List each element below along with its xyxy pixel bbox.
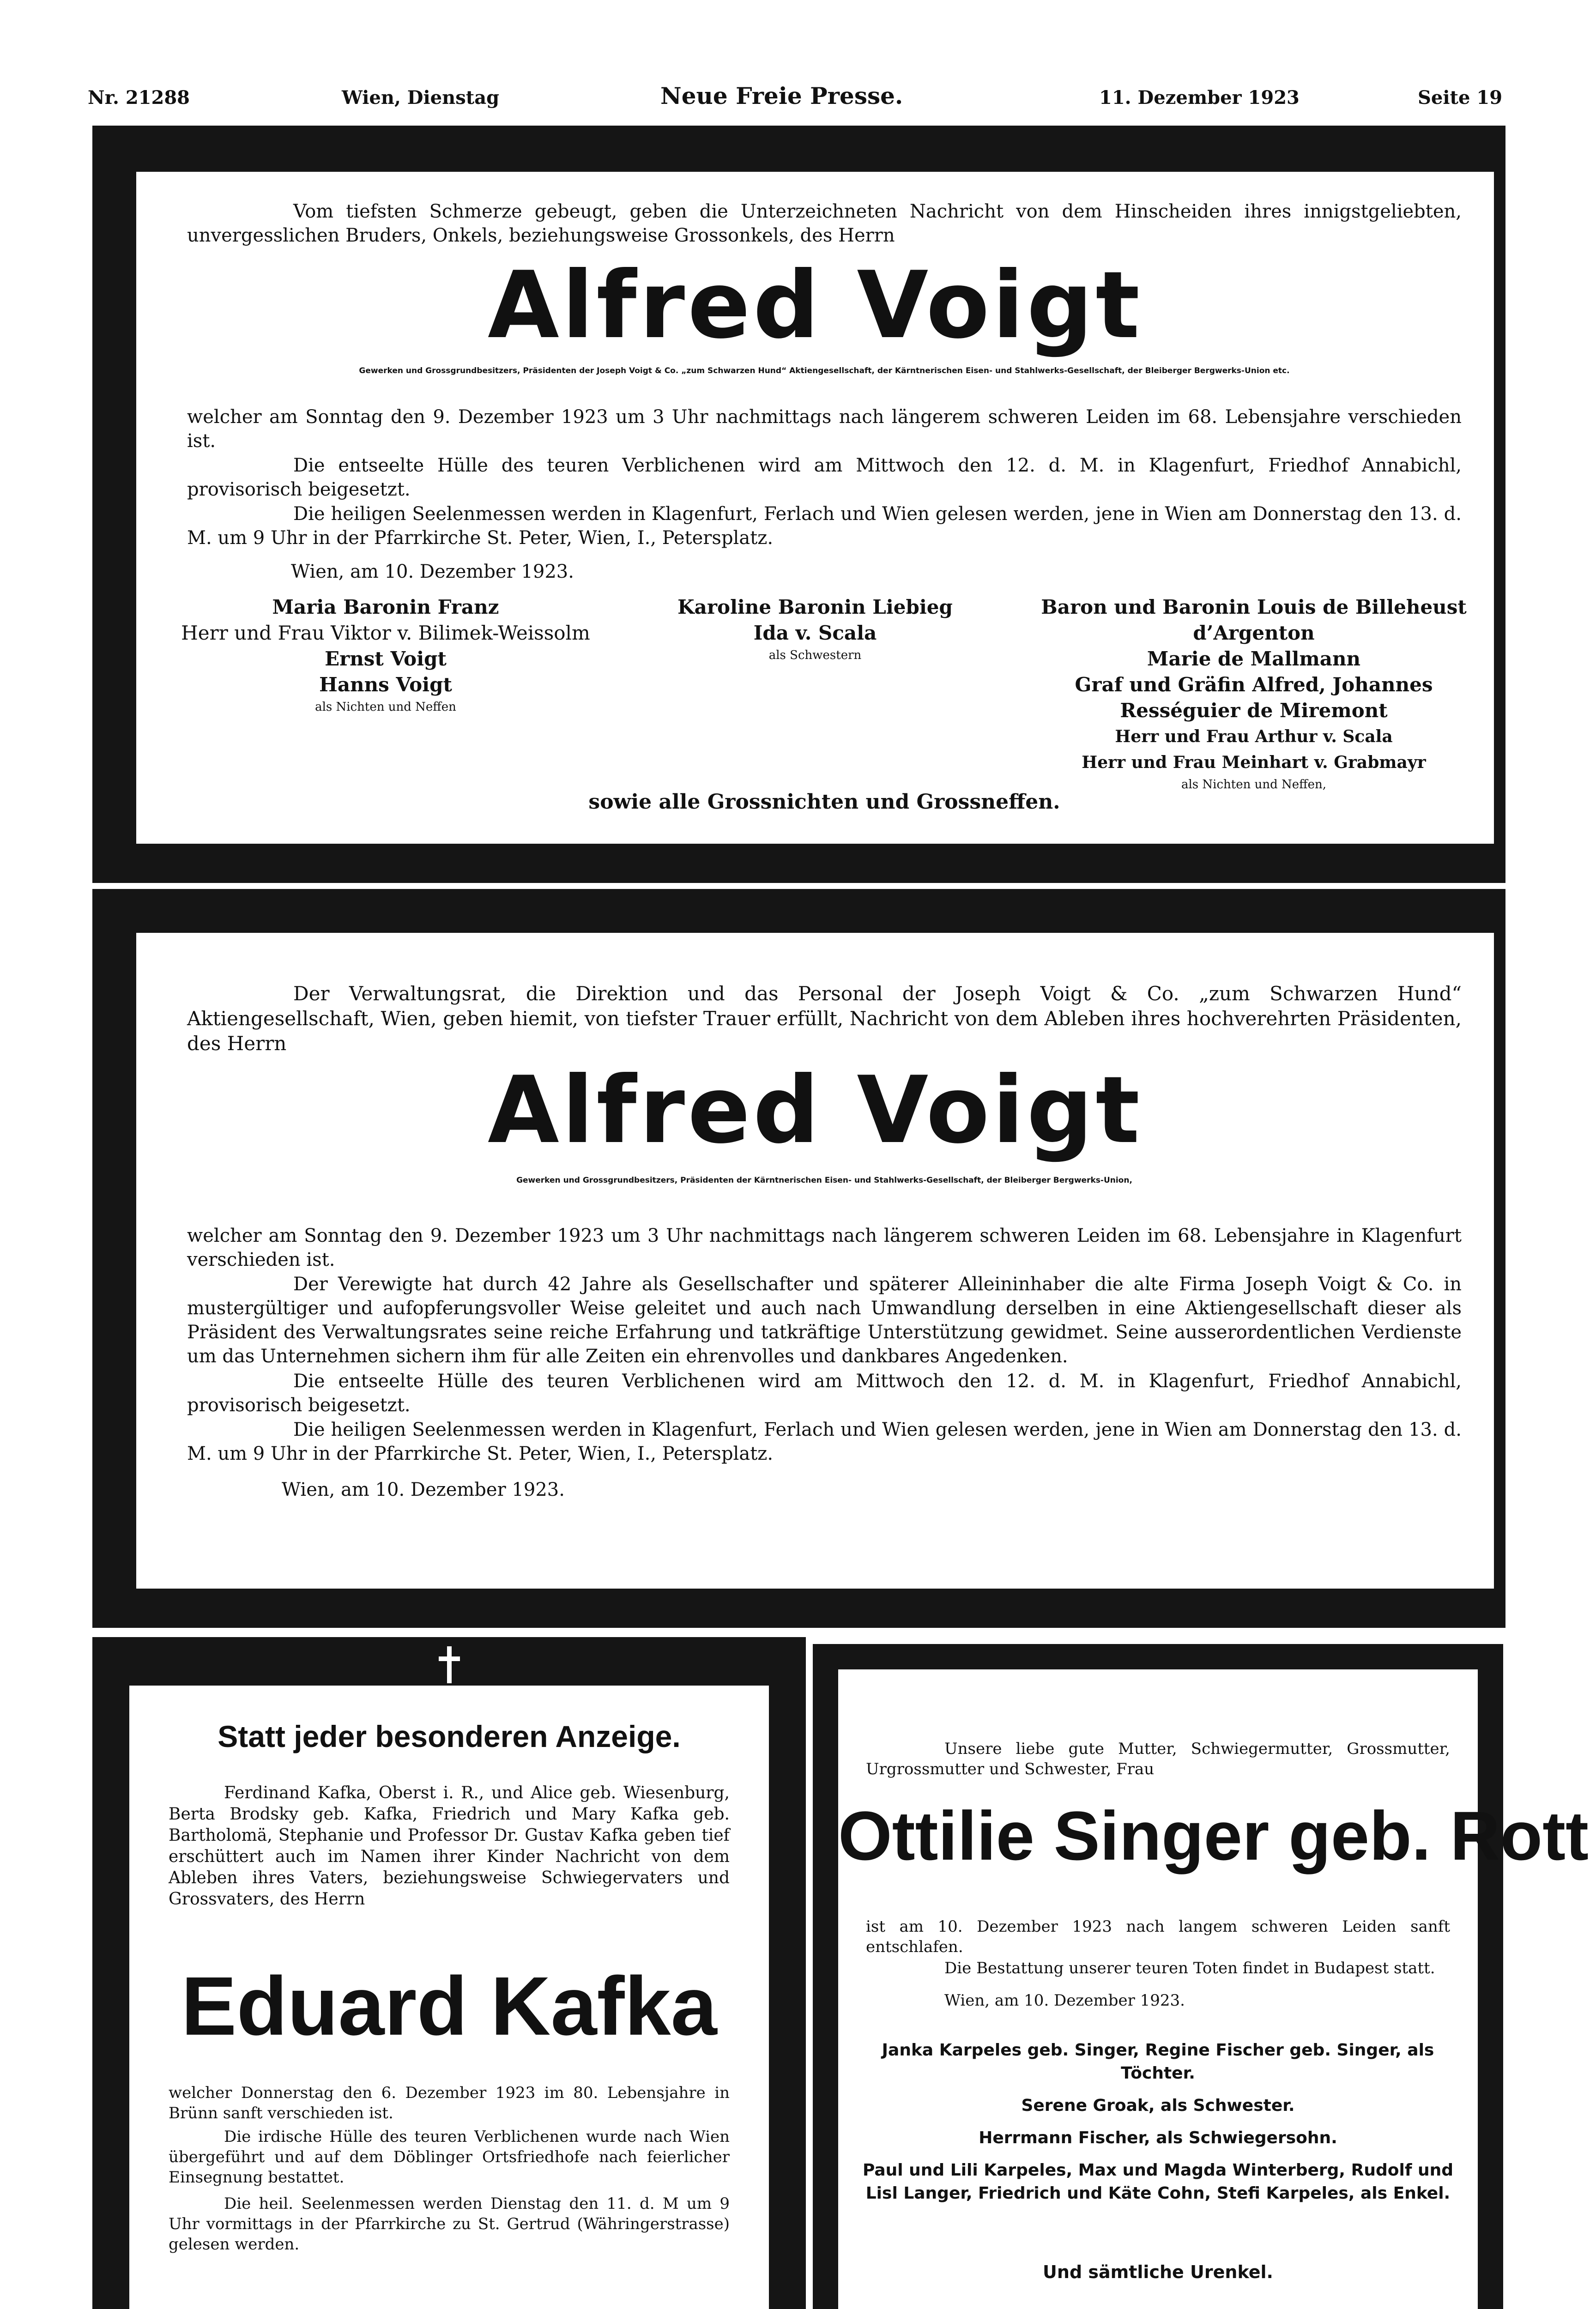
obituary-2-text-2: Der Verewigte hat durch 42 Jahre als Gesellschafter und späterer Alleininhaber die alte Firma Joseph Voigt & Co. in mustergültiger und aufopferungsvoller Weise geleitet und auch nach Umwandlung derselben in eine Aktiengesellschaft dieser als Präsident des Verwaltungsrates seine reiche Erfahrung und tatkräftige Unterstützung gewidmet. Seine ausserordentlichen Verdienste um das Unternehmen sichern ihm für alle Zeiten ein ehrenvolles und dankbares Angedenken. xyxy=(187,1274,1462,1367)
obituary-3-name: Eduard Kafka xyxy=(181,1960,717,2053)
obituary-2-titles: Gewerken und Grossgrundbesitzers, Präsidenten der Kärntnerischen Eisen- und Stahlwerks-Gesellschaft, der Bleiberger Bergwerks-Union, xyxy=(516,1176,1132,1185)
obituary-1-name: Alfred Voigt xyxy=(488,252,1143,359)
obituary-1-signers-left: Maria Baronin Franz Herr und Frau Viktor v. Bilimek-Weissolm Ernst Voigt Hanns Voigt als Nichten und Neffen xyxy=(181,596,590,714)
page-header xyxy=(88,82,1519,115)
obituary-2 xyxy=(136,933,1494,1589)
obituary-3-text-1: welcher Donnerstag den 6. Dezember 1923 im 80. Lebensjahre in Brünn sanft verschieden ist. xyxy=(169,2084,730,2122)
obituary-1 xyxy=(136,172,1494,844)
obituary-1-intro: Vom tiefsten Schmerze gebeugt, geben die Unterzeichneten Nachricht von dem Hinscheiden ihres innigstgeliebten, unvergesslichen Bruders, Onkels, beziehungsweise Grossonkels, des Herrn xyxy=(187,201,1462,246)
obituary-4-signer-5: Und sämtliche Urenkel. xyxy=(1043,2262,1273,2282)
obituary-3-heading: Statt jeder besonderen Anzeige. xyxy=(218,1719,681,1753)
obituary-3-text-3: Die heil. Seelenmessen werden Dienstag den 11. d. M um 9 Uhr vormittags in der Pfarrkirche zu St. Gertrud (Währingerstrasse) gelesen werden. xyxy=(169,2194,730,2254)
newspaper-title: Neue Freie Presse. xyxy=(660,82,903,109)
obituary-3-text-2: Die irdische Hülle des teuren Verblichenen wurde nach Wien übergeführt und auf dem Döblinger Ortsfriedhofe nach feierlicher Einsegnung bestattet. xyxy=(169,2128,730,2187)
obituary-1-signers-middle: Karoline Baronin Liebieg Ida v. Scala als Schwestern xyxy=(677,596,953,662)
issue-date: 11. Dezember 1923 xyxy=(1099,87,1300,109)
obituary-4 xyxy=(838,1669,1589,2309)
obituary-4-intro: Unsere liebe gute Mutter, Schwiegermutter, Grossmutter, Urgrossmutter und Schwester, Frau xyxy=(866,1740,1450,1778)
issue-number: Nr. 21288 xyxy=(88,87,190,109)
obituary-2-text-1: welcher am Sonntag den 9. Dezember 1923 um 3 Uhr nachmittags nach längerem schweren Leiden im 68. Lebensjahre in Klagenfurt verschieden ist. xyxy=(187,1225,1462,1270)
obituary-4-signer-2: Serene Groak, als Schwester. xyxy=(1021,2096,1295,2115)
obituary-1-titles: Gewerken und Grossgrundbesitzers, Präsidenten der Joseph Voigt & Co. „zum Schwarzen Hund“ Aktiengesellschaft, der Kärntnerischen Eisen- und Stahlwerks-Gesellschaft, der Bleiberger Bergwerks-Union etc. xyxy=(359,366,1290,375)
obituary-1-date: Wien, am 10. Dezember 1923. xyxy=(291,561,574,582)
obituary-2-date: Wien, am 10. Dezember 1923. xyxy=(282,1479,565,1500)
obituary-1-closing: sowie alle Grossnichten und Grossneffen. xyxy=(588,790,1060,814)
obituary-4-signer-3: Herrmann Fischer, als Schwiegersohn. xyxy=(979,2128,1337,2147)
cross-icon xyxy=(435,1644,463,1686)
page-number: Seite 19 xyxy=(1418,87,1503,109)
obituary-2-text-3: Die entseelte Hülle des teuren Verblichenen wird am Mittwoch den 12. d. M. in Klagenfurt, Friedhof Annabichl, provisorisch beigesetzt. xyxy=(187,1371,1462,1416)
obituary-3 xyxy=(129,1686,769,2309)
obituary-2-text-4: Die heiligen Seelenmessen werden in Klagenfurt, Ferlach und Wien gelesen werden, jene in Wien am Donnerstag den 13. d. M. um 9 Uhr in der Pfarrkirche St. Peter, Wien, I., Petersplatz. xyxy=(187,1419,1462,1464)
place-day: Wien, Dienstag xyxy=(342,87,500,109)
obituary-4-date: Wien, am 10. Dezember 1923. xyxy=(944,1991,1185,2010)
obituary-1-signers-right: Baron und Baronin Louis de Billeheust d’Argenton Marie de Mallmann Graf und Gräfin Alfred, Johannes Rességuier de Miremont Herr und Frau Arthur v. Scala Herr und Frau Meinhart v. Grabmayr als Nichten und Neffen, xyxy=(1041,596,1467,792)
obituary-2-intro: Der Verwaltungsrat, die Direktion und das Personal der Joseph Voigt & Co. „zum Schwarzen Hund“ Aktiengesellschaft, Wien, geben hiemit, von tiefster Trauer erfüllt, Nachricht von dem Ableben ihres hochverehrten Präsidenten, des Herrn xyxy=(187,982,1462,1055)
obituary-3-intro: Ferdinand Kafka, Oberst i. R., und Alice geb. Wiesenburg, Berta Brodsky geb. Kafka, Friedrich und Mary Kafka geb. Bartholomä, Stephanie und Professor Dr. Gustav Kafka geben tief erschüttert auch im Namen ihrer Kinder Nachricht von dem Ableben ihres Vaters, beziehungsweise Schwiegervaters und Grossvaters, des Herrn xyxy=(169,1783,730,1909)
obituary-4-signer-1: Janka Karpeles geb. Singer, Regine Fischer geb. Singer, als Töchter. xyxy=(882,2041,1434,2083)
obituary-1-text-3: Die heiligen Seelenmessen werden in Klagenfurt, Ferlach und Wien gelesen werden, jene in Wien am Donnerstag den 13. d. M. um 9 Uhr in der Pfarrkirche St. Peter, Wien, I., Petersplatz. xyxy=(187,503,1462,549)
obituary-1-text-1: welcher am Sonntag den 9. Dezember 1923 um 3 Uhr nachmittags nach längerem schweren Leiden im 68. Lebensjahre verschieden ist. xyxy=(187,406,1462,452)
obituary-4-name: Ottilie Singer geb. Rott xyxy=(838,1797,1589,1874)
obituary-2-name: Alfred Voigt xyxy=(488,1057,1143,1164)
obituary-1-text-2: Die entseelte Hülle des teuren Verblichenen wird am Mittwoch den 12. d. M. in Klagenfurt, Friedhof Annabichl, provisorisch beigesetzt. xyxy=(187,455,1462,500)
obituary-4-text-1: ist am 10. Dezember 1923 nach langem schweren Leiden sanft entschlafen. xyxy=(866,1917,1450,1956)
obituary-4-signer-4: Paul und Lili Karpeles, Max und Magda Winterberg, Rudolf und Lisl Langer, Friedrich und Käte Cohn, Stefi Karpeles, als Enkel. xyxy=(862,2161,1454,2203)
obituary-4-text-2: Die Bestattung unserer teuren Toten findet in Budapest statt. xyxy=(944,1959,1435,1977)
